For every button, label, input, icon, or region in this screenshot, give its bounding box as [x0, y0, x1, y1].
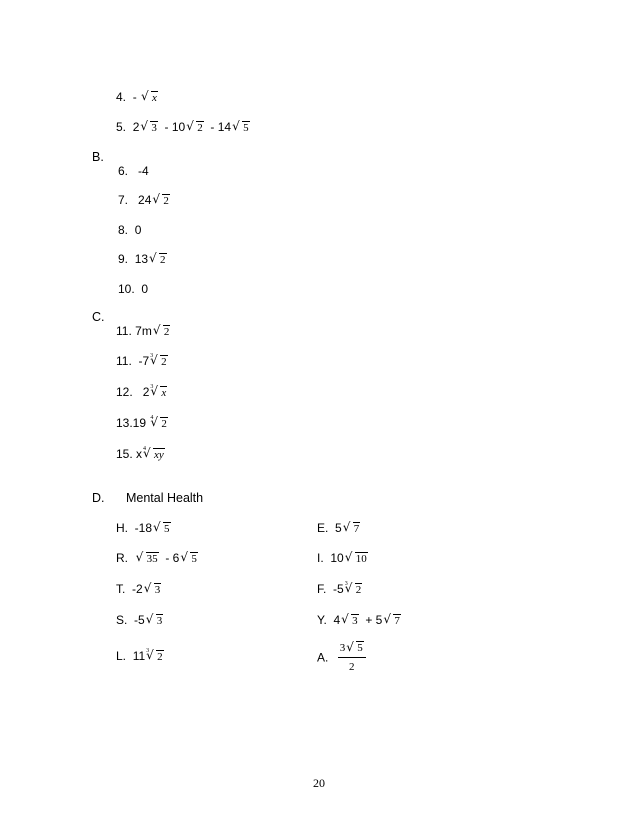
root-index: √ 4 — [143, 446, 147, 452]
section-d-label — [92, 490, 203, 506]
root-index: √ 3 — [344, 581, 348, 587]
answer-item-15 — [116, 446, 165, 462]
radicand: 3 — [154, 584, 161, 596]
sqrt-symbol — [341, 612, 359, 628]
radicand: 2 — [163, 326, 170, 338]
section-b-label: B. — [92, 150, 104, 164]
cube-root-symbol — [150, 353, 168, 369]
sqrt-symbol — [144, 581, 162, 597]
radicand: 7 — [394, 615, 400, 627]
coefficient: -2 — [132, 582, 143, 596]
fourth-root-symbol — [150, 415, 168, 431]
item-number: 5. — [116, 120, 127, 134]
cube-root-symbol — [345, 581, 363, 597]
radicand: x — [161, 387, 167, 399]
item-number: 7. — [118, 193, 129, 207]
answer-item-4 — [116, 89, 158, 105]
sqrt-symbol — [141, 89, 158, 105]
radicand: 7 — [353, 523, 360, 535]
coefficient: -5 — [333, 582, 344, 596]
coefficient: 11 — [132, 649, 146, 663]
answer-item-11b — [116, 353, 168, 369]
coefficient: -18 — [134, 521, 153, 535]
answer-letter-t — [116, 581, 161, 597]
answer-letter-y — [317, 612, 401, 628]
answer-item-5 — [116, 119, 250, 135]
radicand: 3 — [156, 615, 163, 627]
item-number: 11. — [116, 324, 132, 338]
coefficient: - 14 — [210, 120, 232, 134]
radicand: 5 — [164, 523, 170, 535]
root-index: √ 3 — [150, 353, 154, 359]
root-index: √ 3 — [150, 384, 154, 390]
item-number: 4. — [116, 90, 127, 104]
radicand: 2 — [157, 651, 163, 663]
sqrt-symbol — [146, 612, 164, 628]
sqrt-symbol — [346, 640, 364, 656]
letter-label: I. — [317, 551, 324, 565]
fraction-denominator: 2 — [348, 661, 355, 673]
answer-letter-h — [116, 520, 171, 536]
letter-label: L. — [116, 649, 127, 663]
item-number: 6. — [118, 164, 129, 178]
coefficient: 24 — [138, 193, 152, 207]
item-number: 15. — [116, 447, 133, 461]
letter-label: A. — [317, 650, 329, 665]
letter-label: S. — [116, 613, 128, 627]
answer-item-10 — [118, 281, 148, 297]
letter-label: H. — [116, 521, 128, 535]
coefficient: -7 — [138, 354, 150, 368]
answer-item-11a — [116, 323, 170, 339]
coefficient: 2 — [142, 385, 150, 399]
item-number: 10. — [118, 282, 135, 296]
coefficient: 7m — [135, 324, 152, 338]
sqrt-symbol — [345, 550, 368, 566]
answer-letter-f — [317, 581, 362, 597]
fraction-numerator — [338, 640, 366, 658]
radicand: 2 — [161, 418, 167, 430]
section-c-label: C. — [92, 310, 105, 324]
sqrt-symbol — [149, 251, 167, 267]
answer-letter-r — [116, 550, 198, 566]
sqrt-symbol — [136, 550, 159, 566]
answer-letter-i — [317, 550, 368, 566]
sqrt-symbol — [186, 119, 204, 135]
radicand: 5 — [191, 553, 197, 565]
coefficient: 5 — [335, 521, 342, 535]
radicand: 10 — [355, 553, 367, 565]
answer-letter-l — [116, 648, 164, 664]
answer-item-12 — [116, 384, 167, 400]
item-number: 12. — [116, 385, 133, 399]
answer-item-6 — [118, 163, 149, 179]
radicand: 2 — [163, 195, 169, 207]
radicand: 5 — [243, 122, 249, 134]
radicand: 35 — [146, 553, 158, 565]
radicand: 2 — [160, 254, 166, 266]
radicand: 2 — [161, 356, 167, 368]
letter-label: E. — [317, 521, 329, 535]
letter-label: T. — [116, 582, 126, 596]
item-number: 13.19 — [116, 416, 147, 430]
answer-letter-a — [317, 640, 366, 675]
coefficient: x — [136, 447, 143, 461]
answer-value: 0 — [141, 282, 149, 296]
letter-label: F. — [317, 582, 327, 596]
item-number: 8. — [118, 223, 129, 237]
radicand: 2 — [355, 584, 362, 596]
answer-prefix: - — [132, 90, 137, 104]
coefficient: - 6 — [165, 551, 180, 565]
radicand: 5 — [357, 642, 363, 654]
answer-item-7 — [118, 192, 170, 208]
radicand: 3 — [151, 122, 157, 134]
sqrt-symbol — [232, 119, 250, 135]
answer-letter-s — [116, 612, 163, 628]
section-d-title: Mental Health — [125, 491, 204, 505]
coefficient: 10 — [330, 551, 344, 565]
answer-item-13 — [116, 415, 168, 431]
cube-root-symbol — [146, 648, 164, 664]
answer-value: 0 — [134, 223, 142, 237]
item-number: 9. — [118, 252, 129, 266]
answer-value: -4 — [138, 164, 149, 178]
sqrt-symbol — [153, 323, 171, 339]
coefficient: + 5 — [365, 613, 383, 627]
radicand: 2 — [197, 122, 203, 134]
sqrt-symbol — [343, 520, 361, 536]
sqrt-symbol — [152, 192, 170, 208]
answer-letter-e — [317, 520, 360, 536]
radicand: x — [152, 92, 157, 104]
root-index: √ 3 — [146, 648, 150, 654]
sqrt-symbol — [180, 550, 198, 566]
root-index: √ 4 — [150, 415, 154, 421]
sqrt-symbol — [140, 119, 158, 135]
coefficient: 13 — [134, 252, 149, 266]
coefficient: 4 — [333, 613, 341, 627]
section-d-letter: D. — [92, 491, 105, 505]
answer-item-9 — [118, 251, 167, 267]
coefficient: 3 — [339, 642, 346, 654]
coefficient: 2 — [132, 120, 140, 134]
page-number: 20 — [313, 776, 325, 790]
fourth-root-symbol — [143, 446, 165, 462]
coefficient: -5 — [134, 613, 145, 627]
letter-label: Y. — [317, 613, 327, 627]
cube-root-symbol — [150, 384, 167, 400]
item-number: 11. — [116, 354, 132, 368]
answer-item-8 — [118, 222, 141, 238]
letter-label: R. — [116, 551, 128, 565]
radicand: xy — [154, 449, 164, 461]
fraction — [338, 640, 366, 675]
sqrt-symbol — [383, 612, 401, 628]
radicand: 3 — [352, 615, 358, 627]
coefficient: - 10 — [164, 120, 186, 134]
sqrt-symbol — [153, 520, 171, 536]
